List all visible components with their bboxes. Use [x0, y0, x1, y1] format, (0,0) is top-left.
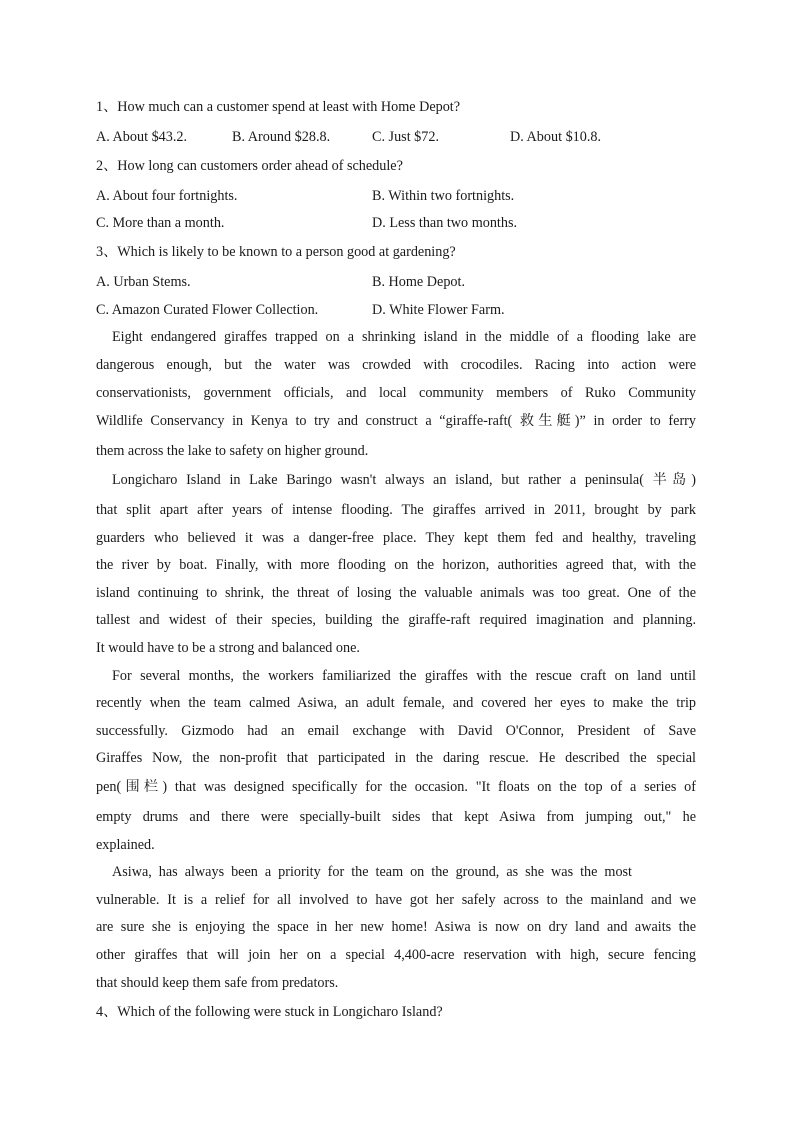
passage-p1-line: Eight endangered giraffes trapped on a shrinking island in the middle of a flooding lake are: [112, 329, 696, 345]
question-1-option-a: A. About $43.2.: [96, 129, 188, 145]
question-1-option-b: B. Around $28.8.: [232, 129, 331, 145]
question-1-option-c: C. Just $72.: [372, 129, 440, 145]
question-1-stem: 1、How much can a customer spend at least with Home Depot?: [96, 99, 461, 115]
passage-p1-line: conservationists, government officials, and local community members of Ruko Community: [96, 385, 696, 401]
question-2-option-b: B. Within two fortnights.: [372, 188, 515, 204]
passage-p2-line: Longicharo Island in Lake Baringo wasn't always an island, but rather a peninsula( 半岛): [112, 472, 696, 488]
passage-p4-line: other giraffes that will join her on a special 4,400-acre reservation with high, secure fencing: [96, 947, 696, 963]
passage-p2-line: the river by boat. Finally, with more flooding on the horizon, authorities agreed that, with the: [96, 557, 696, 573]
question-2-option-a: A. About four fortnights.: [96, 188, 238, 204]
question-3-stem: 3、Which is likely to be known to a person good at gardening?: [96, 244, 456, 260]
passage-p4-line: vulnerable. It is a relief for all involved to have got her safely across to the mainland and we: [96, 892, 696, 908]
question-2-option-c: C. More than a month.: [96, 215, 225, 231]
passage-p1-line: them across the lake to safety on higher ground.: [96, 443, 369, 459]
question-2-option-d: D. Less than two months.: [372, 215, 518, 231]
question-4-stem: 4、Which of the following were stuck in Longicharo Island?: [96, 1004, 443, 1020]
passage-p4-line: are sure she is enjoying the space in her new home! Asiwa is now on dry land and awaits the: [96, 919, 696, 935]
passage-p3-line: Giraffes Now, the non-profit that participated in the daring rescue. He described the special: [96, 750, 696, 766]
passage-p3-line: recently when the team calmed Asiwa, an adult female, and covered her eyes to make the trip: [96, 695, 696, 711]
passage-p2-line: that split apart after years of intense flooding. The giraffes arrived in 2011, brought by park: [96, 502, 696, 518]
question-2-stem: 2、How long can customers order ahead of schedule?: [96, 158, 403, 174]
passage-p2-line: It would have to be a strong and balanced one.: [96, 640, 360, 656]
passage-p1-line: Wildlife Conservancy in Kenya to try and construct a “giraffe-raft( 救生艇)” in order to ferry: [96, 413, 696, 429]
passage-p4-line: that should keep them safe from predators.: [96, 975, 339, 991]
question-3-option-a: A. Urban Stems.: [96, 274, 191, 290]
passage-p2-line: tallest and widest of their species, building the giraffe-raft required imagination and planning.: [96, 612, 696, 628]
passage-p3-line: empty drums and there were specially-built sides that kept Asiwa from jumping out," he: [96, 809, 696, 825]
question-3-option-d: D. White Flower Farm.: [372, 302, 505, 318]
passage-p1-line: dangerous enough, but the water was crowded with crocodiles. Racing into action were: [96, 357, 696, 373]
passage-p3-line: successfully. Gizmodo had an email exchange with David O'Connor, President of Save: [96, 723, 696, 739]
passage-p3-line: pen(围栏) that was designed specifically for the occasion. "It floats on the top of a series of: [96, 779, 696, 795]
question-3-option-c: C. Amazon Curated Flower Collection.: [96, 302, 319, 318]
question-1-option-d: D. About $10.8.: [510, 129, 602, 145]
passage-p3-line: For several months, the workers familiarized the giraffes with the rescue craft on land until: [112, 668, 696, 684]
passage-p3-line: explained.: [96, 837, 155, 853]
passage-p4-line: Asiwa, has always been a priority for the team on the ground, as she was the most: [112, 864, 632, 880]
passage-p2-line: guarders who believed it was a danger-free place. They kept them fed and healthy, traveling: [96, 530, 696, 546]
question-3-option-b: B. Home Depot.: [372, 274, 465, 290]
passage-p2-line: island continuing to shrink, the threat of losing the valuable animals was too great. One of the: [96, 585, 696, 601]
